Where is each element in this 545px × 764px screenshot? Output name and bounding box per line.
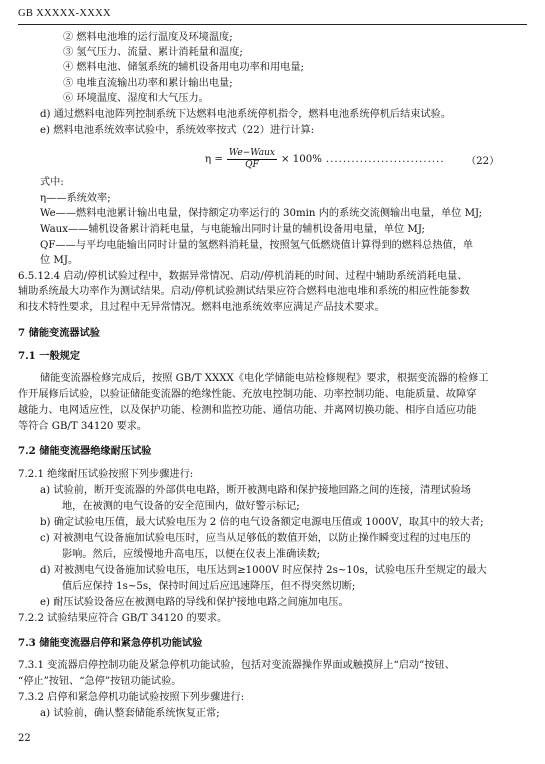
text-line: 7.2.2 试验结果应符合 GB/T 34120 的要求。 <box>18 613 228 624</box>
text-line: 7.2.1 绝缘耐压试验按照下列步骤进行: <box>18 469 194 480</box>
text-line: 影响。然后，应缓慢地升高电压，以便在仪表上准确读数; <box>62 549 321 560</box>
text-line: 等符合 GB/T 34120 要求。 <box>18 421 148 432</box>
formula-lhs: η = <box>205 154 223 165</box>
text-line: We——燃料电池累计输出电量，保持额定功率运行的 30min 内的系统交流侧输出电量，单位 MJ; <box>40 208 483 219</box>
text-line: ④ 燃料电池、储氢系统的辅机设备用电功率和用电量; <box>63 62 304 73</box>
text-line: 储能变流器检修完成后，按照 GB/T XXXX《电化学储能电站检修规程》要求，根据变流器的检修工 <box>40 373 489 384</box>
text-line: η——系统效率; <box>40 193 111 204</box>
text-line: 位 MJ。 <box>40 255 79 266</box>
text-line: 辅助系统最大功率作为测试结果。启动/停机试验测试结果应符合燃料电池电堆和系统的相应性能参数 <box>18 286 470 297</box>
text-line: e) 燃料电池系统效率试验中，系统效率按式（22）进行计算: <box>40 125 315 136</box>
text-line: 作开展修后试验，以验证储能变流器的绝缘性能、充放电控制功能、功率控制功能、电能质量、故障穿 <box>18 389 477 400</box>
text-line: c) 对被测电气设备施加试验电压时，应当从足够低的数值开始，以防止操作瞬变过程的过电压的 <box>40 533 471 544</box>
text-line: ⑥ 环境温度、湿度和大气压力。 <box>63 93 209 104</box>
text-line: 7.3.2 启停和紧急停机功能试验按照下列步骤进行: <box>18 692 245 703</box>
text-line: 7.3.1 变流器启停控制功能及紧急停机功能试验，包括对变流器操作界面或触摸屏上“启动”按钮、 <box>18 660 455 671</box>
formula-fraction <box>227 148 277 171</box>
section-heading: 7.1 一般规定 <box>18 350 81 362</box>
formula-numerator: We−Waux <box>228 148 275 158</box>
text-line: 6.5.12.4 启动/停机试验过程中，数据异常情况、启动/停机消耗的时间、过程中辅助系统消耗电量、 <box>18 271 468 282</box>
text-line: ⑤ 电堆直流输出功率和累计输出电量; <box>63 78 233 89</box>
formula-denominator: QF <box>245 160 259 170</box>
text-line: Waux——辅机设备累计消耗电量，与电能输出同时计量的辅机设备用电量，单位 MJ; <box>40 224 425 235</box>
text-line: d) 对被测电气设备施加试验电压，电压达到≥1000V 时应保持 2s~10s，试验电压升至规定的最大 <box>40 565 487 576</box>
text-line: e) 耐压试验设备应在被测电路的导线和保护接地电路之间施加电压。 <box>40 597 349 608</box>
text-line: “停止”按钮、“急停”按钮功能试验。 <box>18 676 182 687</box>
text-line: d) 通过燃料电池阵列控制系统下达燃料电池系统停机指令，燃料电池系统停机后结束试验。 <box>40 109 452 120</box>
document-header: GB XXXXX-XXXX <box>18 8 111 19</box>
text-line: ② 燃料电池堆的运行温度及环境温度; <box>63 32 233 43</box>
section-heading: 7 储能变流器试验 <box>18 327 100 339</box>
header-divider <box>18 24 527 25</box>
text-line: a) 试验前，断开变流器的外部供电电路，断开被测电路和保护接地回路之间的连接，清理试验场 <box>40 485 471 496</box>
text-line: 式中: <box>40 177 64 188</box>
page-number: 22 <box>18 733 31 744</box>
section-heading: 7.3 储能变流器启停和紧急停机功能试验 <box>18 637 203 649</box>
formula-leader-dots: ............................ <box>325 154 445 165</box>
text-line: a) 试验前，确认整套储能系统恢复正常; <box>40 708 220 719</box>
formula-rhs: × 100% <box>280 154 322 165</box>
text-line: 值后应保持 1s~5s，保持时间过后应迅速降压，但不得突然切断; <box>62 581 356 592</box>
text-line: b) 确定试验电压值，最大试验电压为 2 倍的电气设备额定电源电压值或 1000V，取其中的较大者; <box>40 517 484 528</box>
section-heading: 7.2 储能变流器绝缘耐压试验 <box>18 445 152 457</box>
text-line: QF——与平均电能输出同时计量的氢燃料消耗量，按照氢气低燃烧值计算得到的燃料总热值，单 <box>40 240 474 251</box>
text-line: ③ 氢气压力、流量、累计消耗量和温度; <box>63 47 243 58</box>
text-line: 地，在被测的电气设备的安全范围内，做好警示标记; <box>62 501 300 512</box>
equation-number: （22） <box>466 156 500 167</box>
text-line: 越能力、电网适应性，以及保护功能、检测和监控功能、通信功能、并离网切换功能、相序自适应功能 <box>18 405 477 416</box>
text-line: 和技术特性要求，且过程中无异常情况。燃料电池系统效率应满足产品技术要求。 <box>18 302 385 313</box>
efficiency-formula <box>205 148 445 171</box>
